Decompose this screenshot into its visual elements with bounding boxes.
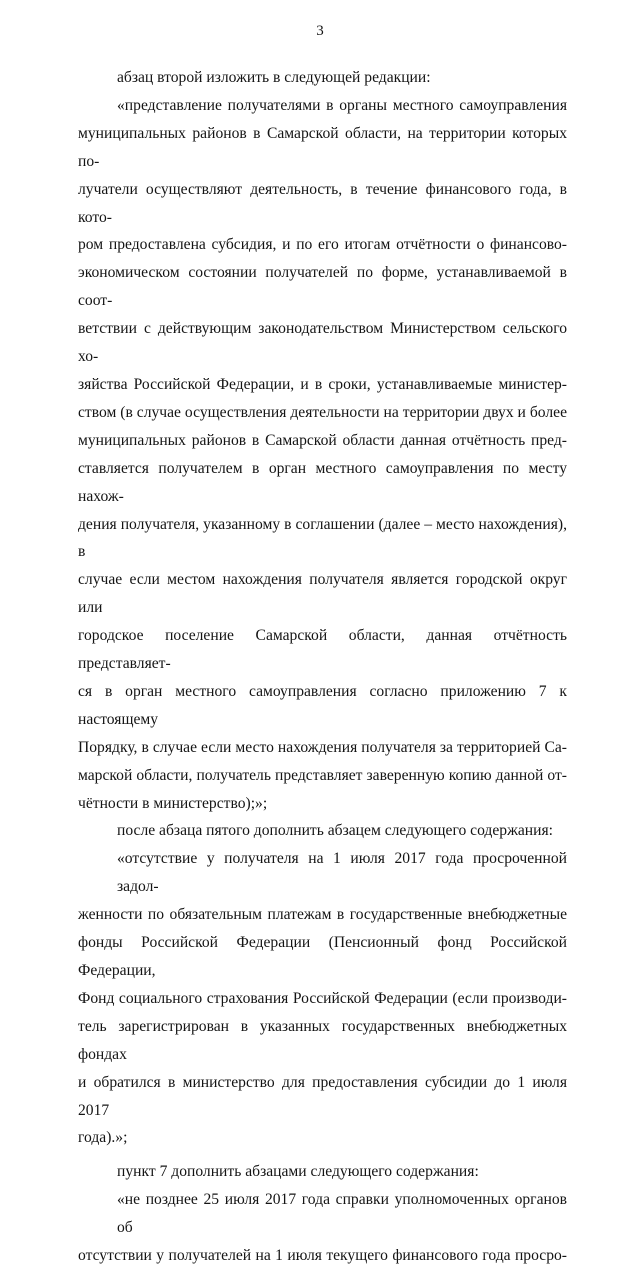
page-number: 3 [316, 23, 324, 39]
text-line: тель зарегистрирован в указанных государственных внебюджетных фондах [78, 1017, 567, 1063]
text-line: зяйства Российской Федерации, и в сроки, устанавливаемые министер- [78, 375, 567, 393]
text-line: городское поселение Самарской области, данная отчётность представляет- [78, 627, 567, 673]
text-line: фонды Российской Федерации (Пенсионный фонд Российской Федерации, [78, 934, 567, 979]
text-line: отсутствии у получателей на 1 июля текущего финансового года просро- [78, 1247, 567, 1265]
text-line: года).»; [78, 1129, 128, 1147]
text-line: пункт 7 дополнить абзацами следующего содержания: [117, 1163, 479, 1181]
text-line: чётности в министерство);»; [78, 794, 268, 812]
text-line: ставляется получателем в орган местного самоуправления по месту нахож- [78, 459, 567, 505]
text-line: муниципальных районов в Самарской области, на территории которых по- [78, 124, 567, 170]
paragraph-instruction-2 [78, 817, 567, 845]
text-line: ся в орган местного самоуправления согласно приложению 7 к настоящему [78, 682, 567, 728]
text-line: после абзаца пятого дополнить абзацем следующего содержания: [117, 822, 553, 840]
text-line: экономическом состоянии получателей по форме, устанавливаемой в соот- [78, 264, 567, 310]
text-line: абзац второй изложить в следующей редакции: [117, 69, 431, 86]
paragraph-instruction-1 [78, 64, 567, 92]
text-line: муниципальных районов в Самарской области данная отчётность пред- [78, 431, 567, 449]
text-line: «отсутствие у получателя на 1 июля 2017 года просроченной задол- [117, 850, 567, 896]
text-line: Фонд социального страхования Российской Федерации (если производи- [78, 989, 567, 1007]
document-body [78, 64, 567, 1270]
text-line: «представление получателями в органы местного самоуправления [117, 96, 567, 114]
paragraph-quote-2 [78, 845, 567, 1152]
paragraph-quote-1 [78, 92, 567, 818]
text-line: дения получателя, указанному в соглашении (далее – место нахождения), в [78, 515, 567, 561]
text-line: ром предоставлена субсидия, и по его итогам отчётности о финансово- [78, 236, 567, 254]
text-line: лучатели осуществляют деятельность, в течение финансового года, в кото- [78, 180, 567, 226]
text-line: «не позднее 25 июля 2017 года справки уполномоченных органов об [117, 1191, 567, 1237]
text-line: марской области, получатель представляет заверенную копию данной от- [78, 766, 567, 784]
text-line: ветствии с действующим законодательством Министерством сельского хо- [78, 320, 567, 366]
paragraph-instruction-3 [78, 1158, 567, 1186]
text-line: ством (в случае осуществления деятельности на территории двух и более [78, 403, 567, 421]
text-line: женности по обязательным платежам в государственные внебюджетные [78, 906, 567, 924]
paragraph-quote-3 [78, 1186, 567, 1270]
text-line: и обратился в министерство для предоставления субсидии до 1 июля 2017 [78, 1073, 567, 1119]
text-line: Порядку, в случае если место нахождения получателя за территорией Са- [78, 738, 567, 756]
text-line: случае если местом нахождения получателя является городской округ или [78, 571, 567, 617]
